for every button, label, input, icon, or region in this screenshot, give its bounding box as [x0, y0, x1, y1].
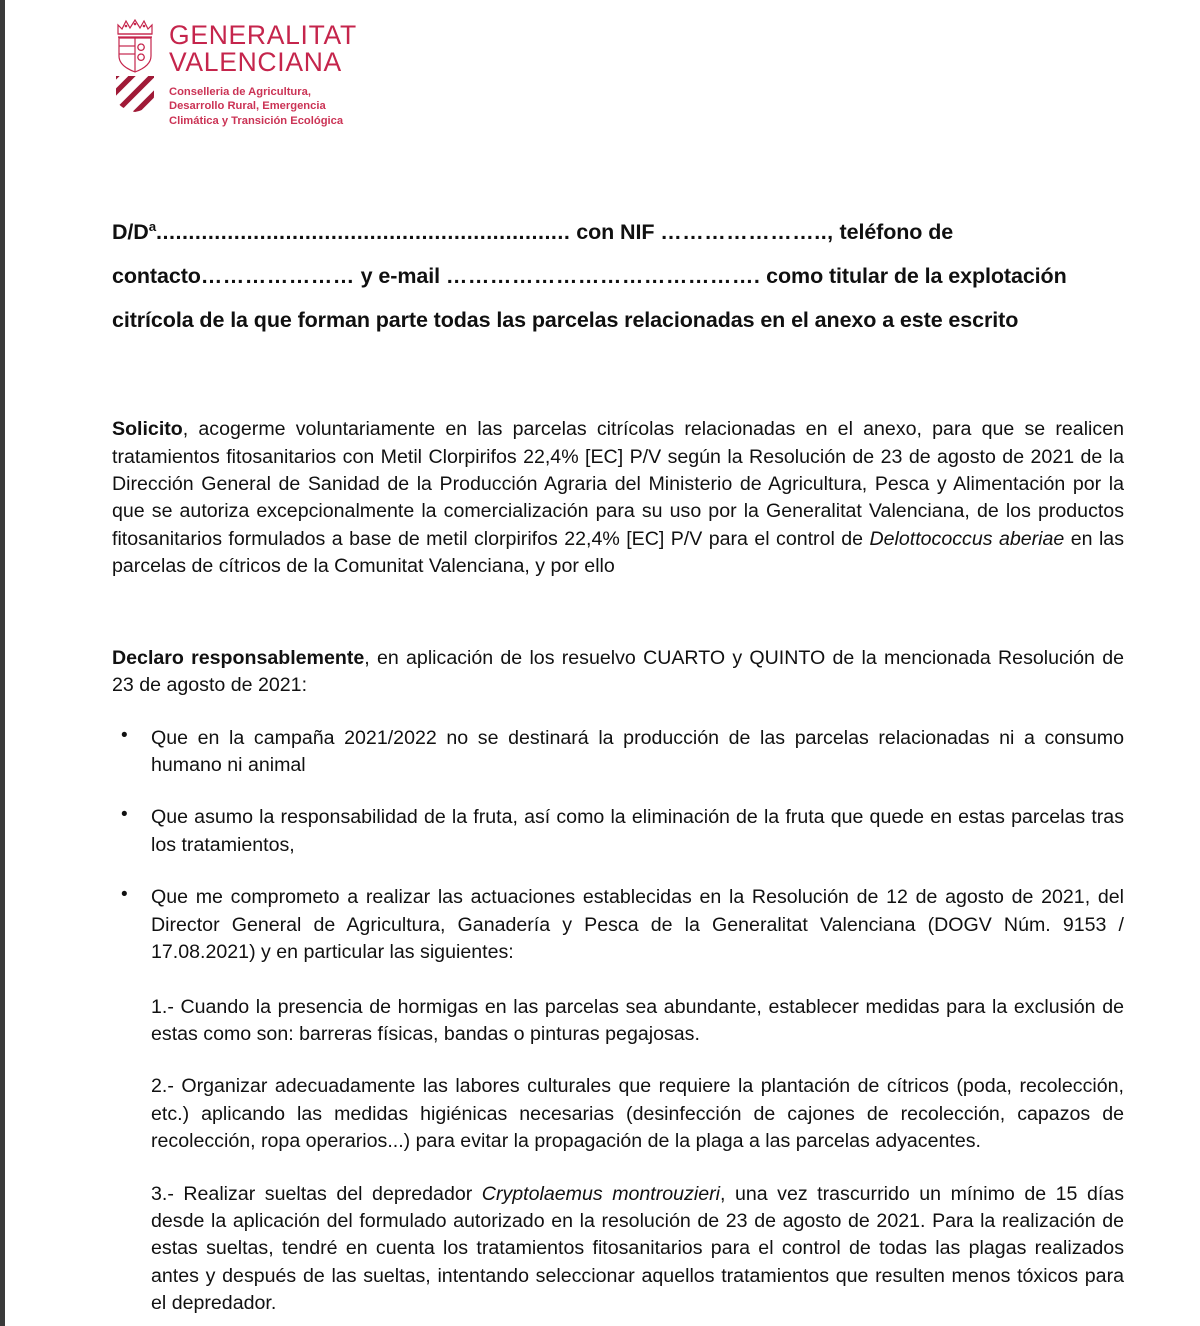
identity-dots-nif: …………………..,	[660, 220, 834, 244]
identity-dots-email: …………………………………….	[445, 264, 761, 289]
spacer-after-identity	[112, 342, 1124, 416]
subitem-3-text-before: 3.- Realizar sueltas del depredador	[151, 1182, 482, 1205]
subitem-3-species: Cryptolaemus montrouzieri	[481, 1182, 720, 1205]
declaro-lead: Declaro responsablemente	[112, 646, 365, 669]
solicito-body-tail: en las parcelas de cítricos de la Comunitat Valenciana, y por ello	[112, 527, 1125, 578]
list-item	[112, 804, 1124, 859]
logo-subtitle	[169, 85, 357, 129]
identity-dots-name: ................................................................	[156, 220, 571, 244]
solicito-paragraph	[112, 416, 1124, 581]
logo-subtitle-line1: Conselleria de Agricultura,	[169, 85, 311, 98]
identity-label-name: $D/D^a$	[112, 218, 157, 244]
solicito-species: Delottococcus aberiae	[869, 527, 1065, 550]
subitem-1-text: 1.- Cuando la presencia de hormigas en las parcelas sea abundante, establecer medidas para la exclusión de estas como son: barreras físicas, bandas o pinturas pegajosas.	[151, 995, 1124, 1045]
bullet-text: Que asumo la responsabilidad de la fruta, así como la eliminación de la fruta que quede en estas parcelas tras los tratamientos,	[151, 806, 1124, 856]
letterhead-text	[169, 16, 357, 129]
declaro-body: , en aplicación de los resuelvo CUARTO y QUINTO de la mencionada Resolución de 23 de agosto de 2021:	[112, 646, 1125, 697]
list-item	[112, 884, 1124, 966]
subitem-3-text-after: , una vez trascurrido un mínimo de 15 días desde la aplicación del formulado autorizado en la resolución de 23 de agosto de 2021. Para la realización de estas sueltas, tendré en cuenta los tratamientos fitosanitarios para el control de todas las plagas realizados antes y después de las sueltas, intentando seleccionar aquellos tratamientos que resulten menos tóxicos para el depredador.	[151, 1182, 1124, 1315]
numbered-subitems	[112, 994, 1124, 1318]
identity-label-nif: con NIF	[570, 220, 661, 244]
identity-block	[112, 210, 1124, 342]
logo-title-line1: GENERALITAT	[169, 20, 357, 50]
subitem-2-text: 2.- Organizar adecuadamente las labores culturales que requiere la plantación de cítricos (poda, recolección, etc.) aplicando las medidas higiénicas necesarias (desinfección de cajones de recolección, capazos de recolección, ropa operarios...) para evitar la propagación de la plaga a las parcelas adyacentes.	[151, 1075, 1124, 1153]
identity-line3: citrícola de la que forman parte todas las parcelas relacionadas en el anexo a este escrito	[112, 308, 1019, 333]
logo-subtitle-line2: Desarrollo Rural, Emergencia	[169, 100, 326, 113]
identity-label-phone: teléfono de contacto	[112, 220, 954, 289]
letterhead	[112, 16, 357, 129]
declaro-paragraph	[112, 645, 1124, 700]
identity-label-email: y e-mail	[354, 264, 446, 289]
spacer-after-solicito	[112, 581, 1124, 645]
document-body	[112, 210, 1124, 1318]
bullet-text: Que en la campaña 2021/2022 no se destinará la producción de las parcelas relacionadas ni a consumo humano ni animal	[151, 726, 1124, 776]
scan-edge-left	[0, 0, 5, 1326]
declaro-bullet-list	[112, 725, 1124, 967]
logo-subtitle-line3: Climática y Transición Ecológica	[169, 115, 344, 128]
list-item	[112, 725, 1124, 780]
identity-tail: como titular de la explotación	[760, 264, 1067, 289]
subitem-2	[151, 1073, 1124, 1155]
subitem-3	[151, 1181, 1124, 1318]
solicito-body: , acogerme voluntariamente en las parcelas citrícolas relacionadas en el anexo, para que se realicen tratamientos fitosanitarios con Metil Clorpirifos 22,4% [EC] P/V según la Resolución de 23 de agosto de 2021 de la Dirección General de Sanidad de la Producción Agraria del Ministerio de Agricultura, Pesca y Alimentación por la que se autoriza excepcionalmente la comercialización para su uso por la Generalitat Valenciana, de los productos fitosanitarios formulados a base de metil clorpirifos 22,4% [EC] P/V para el control de	[112, 418, 1124, 550]
solicito-lead: Solicito	[112, 418, 183, 441]
valencian-coat-of-arms-icon	[112, 16, 158, 112]
bullet-text: Que me comprometo a realizar las actuaciones establecidas en la Resolución de 12 de agosto de 2021, del Director General de Agricultura, Ganadería y Pesca de la Generalitat Valenciana (DOGV Núm. 9153 / 17.08.2021) y en particular las siguientes:	[151, 886, 1124, 964]
logo-title-line2: VALENCIANA	[169, 47, 342, 78]
identity-dots-phone: …………………	[200, 264, 355, 289]
subitem-1	[151, 994, 1124, 1049]
